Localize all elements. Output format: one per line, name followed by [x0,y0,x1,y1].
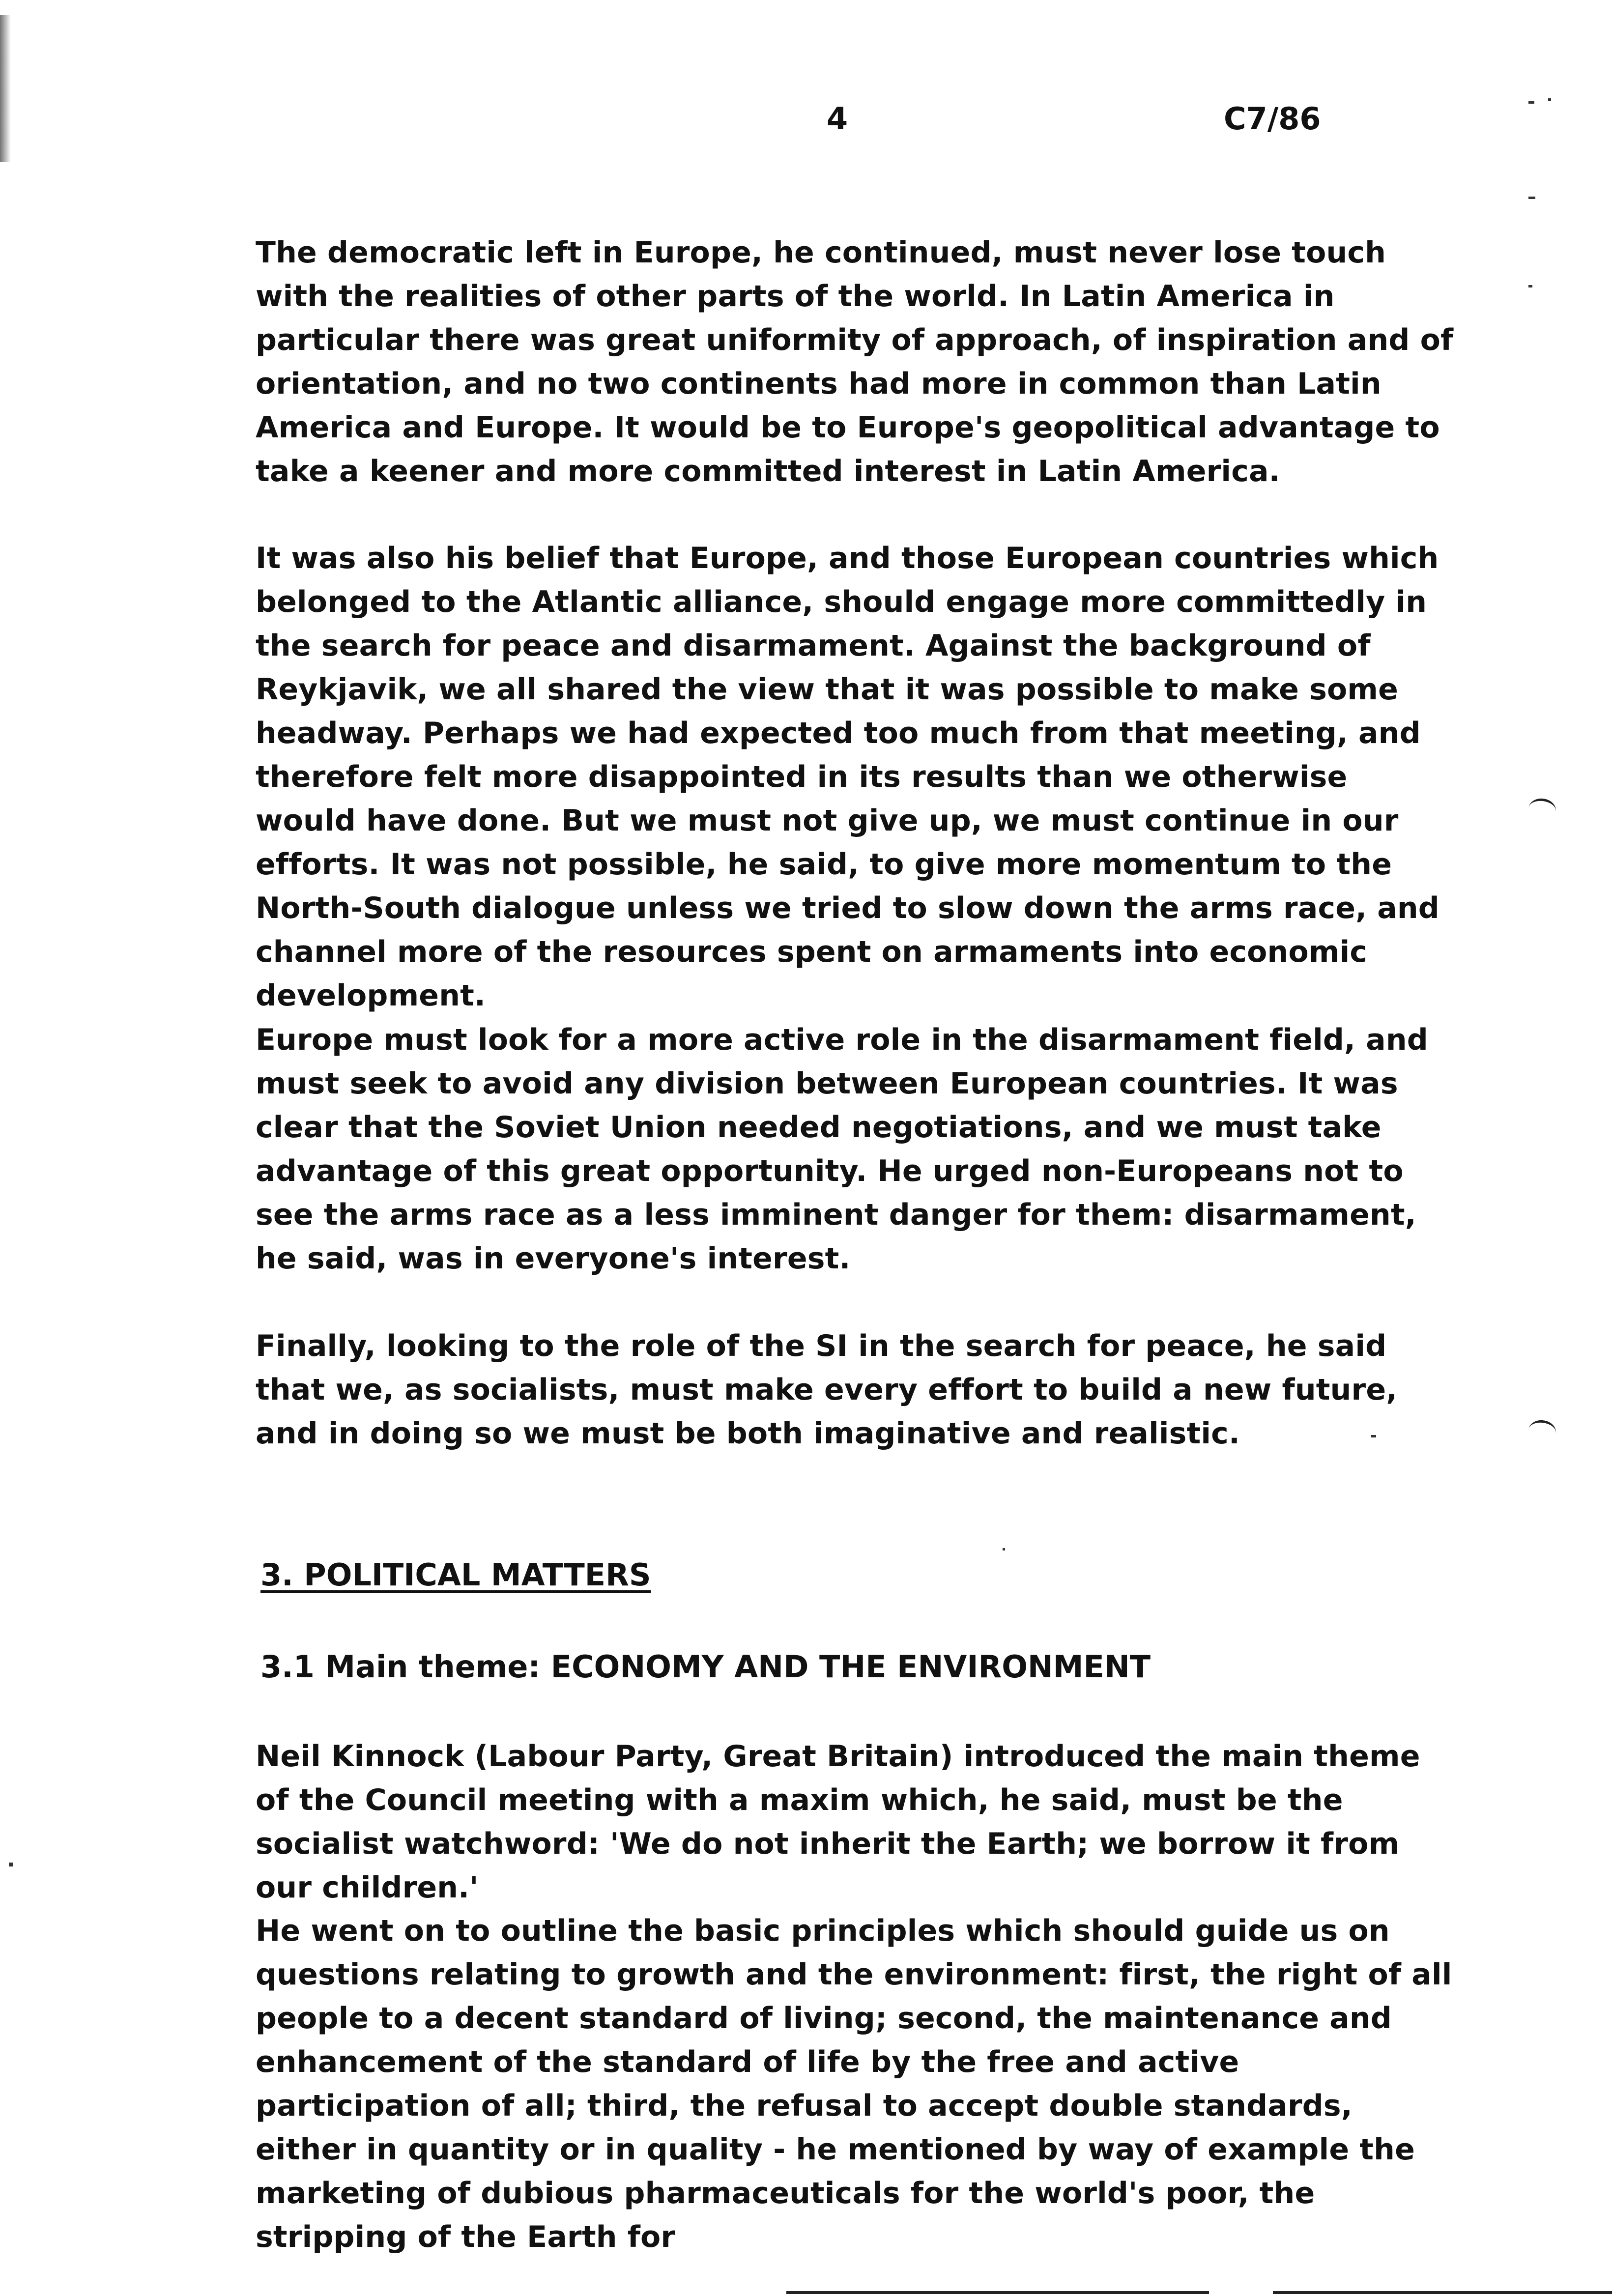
scan-speck [1528,101,1534,104]
scan-bottom-line [1273,2291,1612,2294]
speaker-name: Neil Kinnock [256,1739,464,1774]
margin-mark [1527,1418,1557,1444]
document-code: C7/86 [1224,101,1321,137]
scan-speck [1528,197,1535,199]
scan-speck [9,1863,13,1866]
paragraph-latin-america: The democratic left in Europe, he continued, must never lose touch with the realities of other parts of the world. In Latin America in particular there was great uniformity of approach, of inspiration and of orientation, and no two continents had more in common than Latin America and Europe. It would be to Europe's geopolitical advantage to take a keener and more committed interest in Latin America. [256,235,1454,488]
paragraph-europe-role: Europe must look for a more active role in the disarmament field, and must seek to avoid any division between European countries. It was clear that the Soviet Union needed negotiations, and we must take advantage of this great opportunity. He urged non-Europeans not to see the arms race as a less imminent danger for them: disarmament, he said, was in everyone's interest. [256,1023,1428,1276]
section-heading-text: 3. POLITICAL MATTERS [260,1557,651,1593]
scan-speck [1528,285,1532,287]
paragraph-kinnock-intro [256,1735,1455,1910]
paragraph-disarmament: It was also his belief that Europe, and those European countries which belonged to the Atlantic alliance, should engage more committedly in the search for peace and disarmament. Against the background of Reykjavik, we all shared the view that it was possible to make some headway. Perhaps we had expected too much from that meeting, and therefore felt more disappointed in its results than we otherwise would have done. But we must not give up, we must continue in our efforts. It was not possible, he said, to give more momentum to the North-South dialogue unless we tried to slow down the arms race, and channel more of the resources spent on armaments into economic development. [256,541,1439,1013]
scan-speck [1003,1548,1005,1550]
scan-edge-shadow [0,15,11,162]
margin-mark [1527,797,1557,822]
paragraph-principles: He went on to outline the basic principles which should guide us on questions relating to growth and the environment: first, the right of all people to a decent standard of living; second, the maintenance and enhancement of the standard of life by the free and active participation of all; third, the refusal to accept double standards, either in quantity or in quality - he mentioned by way of example the marketing of dubious pharmaceuticals for the world's poor, the stripping of the Earth for [256,1914,1452,2254]
section-heading [260,1557,651,1593]
scan-bottom-line [786,2291,1209,2294]
scan-speck [1371,1435,1376,1437]
paragraph-si-role: Finally, looking to the role of the SI in the search for peace, he said that we, as socialists, must make every effort to build a new future, and in doing so we must be both imaginative and realistic. [256,1329,1398,1451]
scan-speck [1548,98,1551,101]
subsection-heading: 3.1 Main theme: ECONOMY AND THE ENVIRONMENT [260,1649,1151,1685]
paragraph-kinnock-text: (Labour Party, Great Britain) introduced the main theme of the Council meeting with a maxim which, he said, must be the socialist watchword: 'We do not inherit the Earth; we borrow it from our children.' [256,1739,1420,1905]
page-number: 4 [827,101,848,137]
